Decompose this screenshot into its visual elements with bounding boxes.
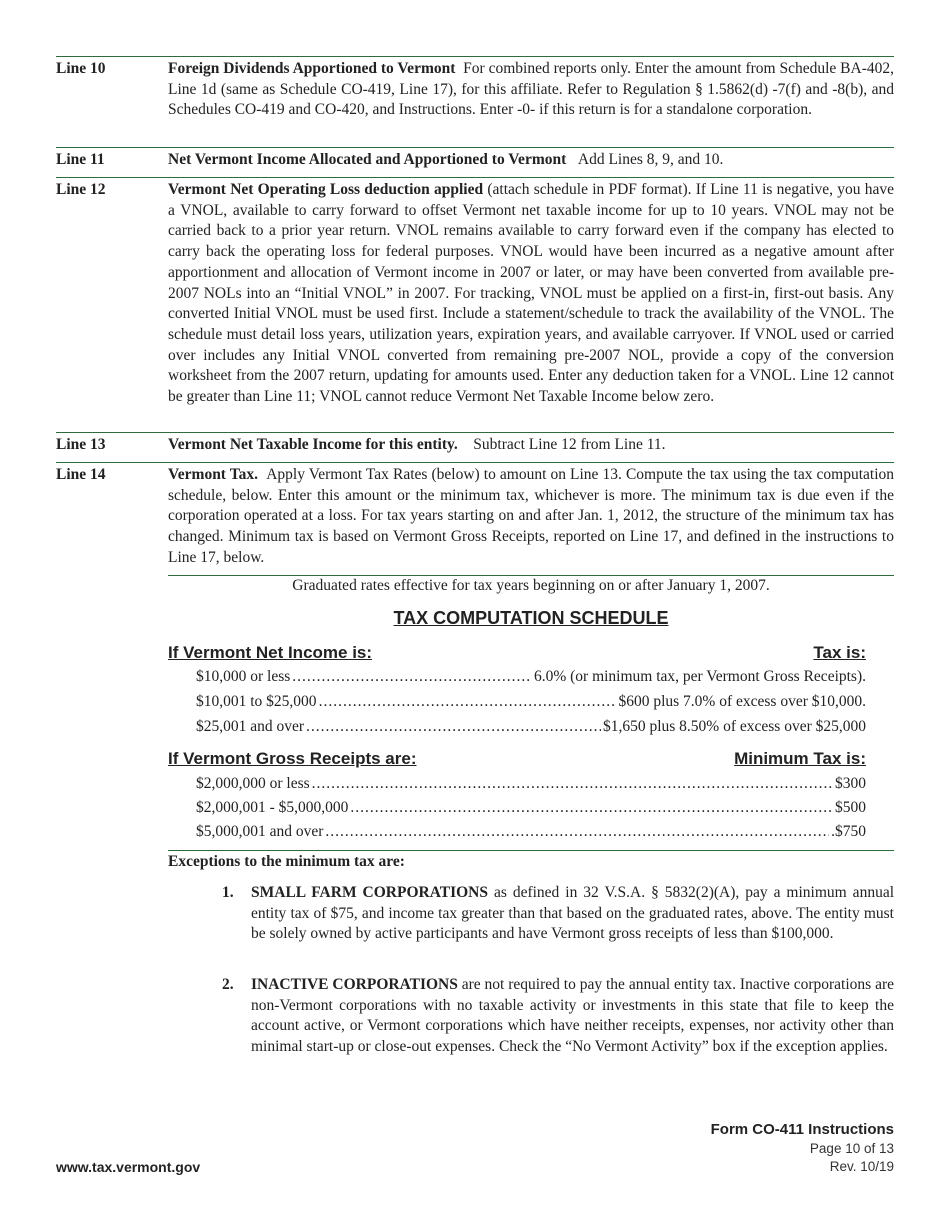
receipts-tax: .$750 [831,823,866,840]
line-11-entry [56,150,894,171]
exception-title: INACTIVE CORPORATIONS [251,976,458,993]
tax-column-header: Tax is: [813,643,866,662]
min-tax-column-header: Minimum Tax is: [734,749,866,768]
divider [168,850,894,851]
income-range: $10,000 or less [196,668,291,685]
receipts-column-header: If Vermont Gross Receipts are: [168,749,417,768]
exception-item [222,975,894,1058]
line-12-entry [56,180,894,408]
schedule-note: Graduated rates effective for tax years beginning on or after January 1, 2007. [292,577,770,594]
receipts-row [196,775,866,793]
divider [56,432,894,433]
dot-leader [325,823,829,841]
line-13-entry [56,435,894,456]
exception-title: SMALL FARM CORPORATIONS [251,884,488,901]
line-number: Line 13 [56,436,106,453]
divider [56,56,894,57]
exception-item [222,883,894,945]
income-row [196,693,866,711]
receipts-range: $5,000,001 and over [196,823,324,840]
divider [56,147,894,148]
receipts-row [196,799,866,817]
line-heading: Foreign Dividends Apportioned to Vermont [168,60,456,77]
line-text: Apply Vermont Tax Rates (below) to amount on Line 13. Compute the tax using the tax computation schedule, below. Enter this amount or the minimum tax, whichever is more. The minimum tax is due even if the corporation operated at a loss. For tax years starting on and after Jan. 1, 2012, the structure of the minimum tax has changed. Minimum tax is based on Vermont Gross Receipts, reported on Line 17, and defined in the instructions to Line 17, below. [168,466,895,566]
line-14-entry [56,465,894,569]
line-10-entry [56,59,894,121]
line-number: Line 10 [56,60,106,77]
divider [56,177,894,178]
line-number: Line 14 [56,466,106,483]
line-heading: Net Vermont Income Allocated and Apportioned to Vermont [168,151,567,168]
form-name: Form CO-411 Instructions [710,1121,894,1138]
income-row [196,668,866,686]
exception-number: 2. [222,976,234,993]
income-tax: $600 plus 7.0% of excess over $10,000. [618,693,866,710]
page-number: Page 10 of 13 [809,1141,894,1156]
dot-leader [306,718,601,736]
line-heading: Vermont Net Taxable Income for this entity. [168,436,458,453]
revision-date: Rev. 10/19 [829,1159,894,1174]
line-heading: Vermont Tax. [168,466,259,483]
income-row [196,718,866,736]
exception-number: 1. [222,884,234,901]
line-text: (attach schedule in PDF format). If Line 11 is negative, you have a VNOL, available to carry forward to offset Vermont net taxable income for up to 10 years. VNOL may not be carried back to a prior year return. VNOL remains available to carry forward even if the company has elected to carry back the operating loss for federal purposes. VNOL would have been incurred as a negative amount after apportionment and allocation of Vermont income in 2007 or later, or may have been converted from available pre-2007 NOLs into an “Initial VNOL” in 2007. For tracking, VNOL must be applied on a first-in, first-out basis. Any converted Initial VNOL must be used first. Include a statement/schedule to track the availability of the VNOL. The schedule must detail loss years, utilization years, expiration years, and available carryover. If VNOL used or carried over includes any Initial VNOL converted from remaining pre-2007 NOL, provide a copy of the conversion worksheet from the 2007 return, updating for amounts used. Enter any deduction taken for a VNOL. Line 12 cannot be greater than Line 11; VNOL cannot reduce Vermont Net Taxable Income below zero. [168,181,894,406]
line-text: For combined reports only. Enter the amount from Schedule BA-402, Line 1d (same as Schedule CO-419, Line 17), for this affiliate. Refer to Regulation § 1.5862(d) -7(f) and -8(b), and Schedules CO-419 and CO-420, and Instructions. Enter -0- if this return is for a standalone corporation. [168,60,895,119]
exception-text: as defined in 32 V.S.A. § 5832(2)(A), pay a minimum annual entity tax of $75, and income tax greater than that based on the graduated rates, above. The entity must be solely owned by active participants and have Vermont gross receipts of less than $100,000. [251,884,895,943]
income-tax: 6.0% (or minimum tax, per Vermont Gross Receipts). [533,668,866,685]
receipts-range: $2,000,000 or less [196,775,310,792]
divider [56,462,894,463]
divider [168,575,894,576]
website-link[interactable]: www.tax.vermont.gov [56,1159,201,1175]
dot-leader [319,693,617,711]
dot-leader [312,775,833,793]
receipts-tax: $500 [835,799,866,816]
line-text: Subtract Line 12 from Line 11. [473,436,666,453]
line-number: Line 12 [56,181,106,198]
income-tax: $1,650 plus 8.50% of excess over $25,000 [602,718,866,735]
dot-leader [292,668,532,686]
line-heading: Vermont Net Operating Loss deduction applied [168,181,484,198]
income-range: $10,001 to $25,000 [196,693,317,710]
line-text: Add Lines 8, 9, and 10. [577,151,724,168]
line-number: Line 11 [56,151,105,168]
schedule-title: TAX COMPUTATION SCHEDULE [393,608,669,628]
income-range: $25,001 and over [196,718,305,735]
receipts-range: $2,000,001 - $5,000,000 [196,799,349,816]
exceptions-heading: Exceptions to the minimum tax are: [168,853,405,870]
exception-text: are not required to pay the annual entity tax. Inactive corporations are non-Vermont corporations with no taxable activity or investments in this state that file to keep the account active, or Vermont corporations which have neither receipts, expenses, nor activity other than minimal start-up or close-out expenses. Check the “No Vermont Activity” box if the exception applies. [251,976,894,1056]
receipts-tax: $300 [835,775,866,792]
income-column-header: If Vermont Net Income is: [168,643,373,662]
receipts-row [196,823,866,841]
dot-leader [350,799,833,817]
